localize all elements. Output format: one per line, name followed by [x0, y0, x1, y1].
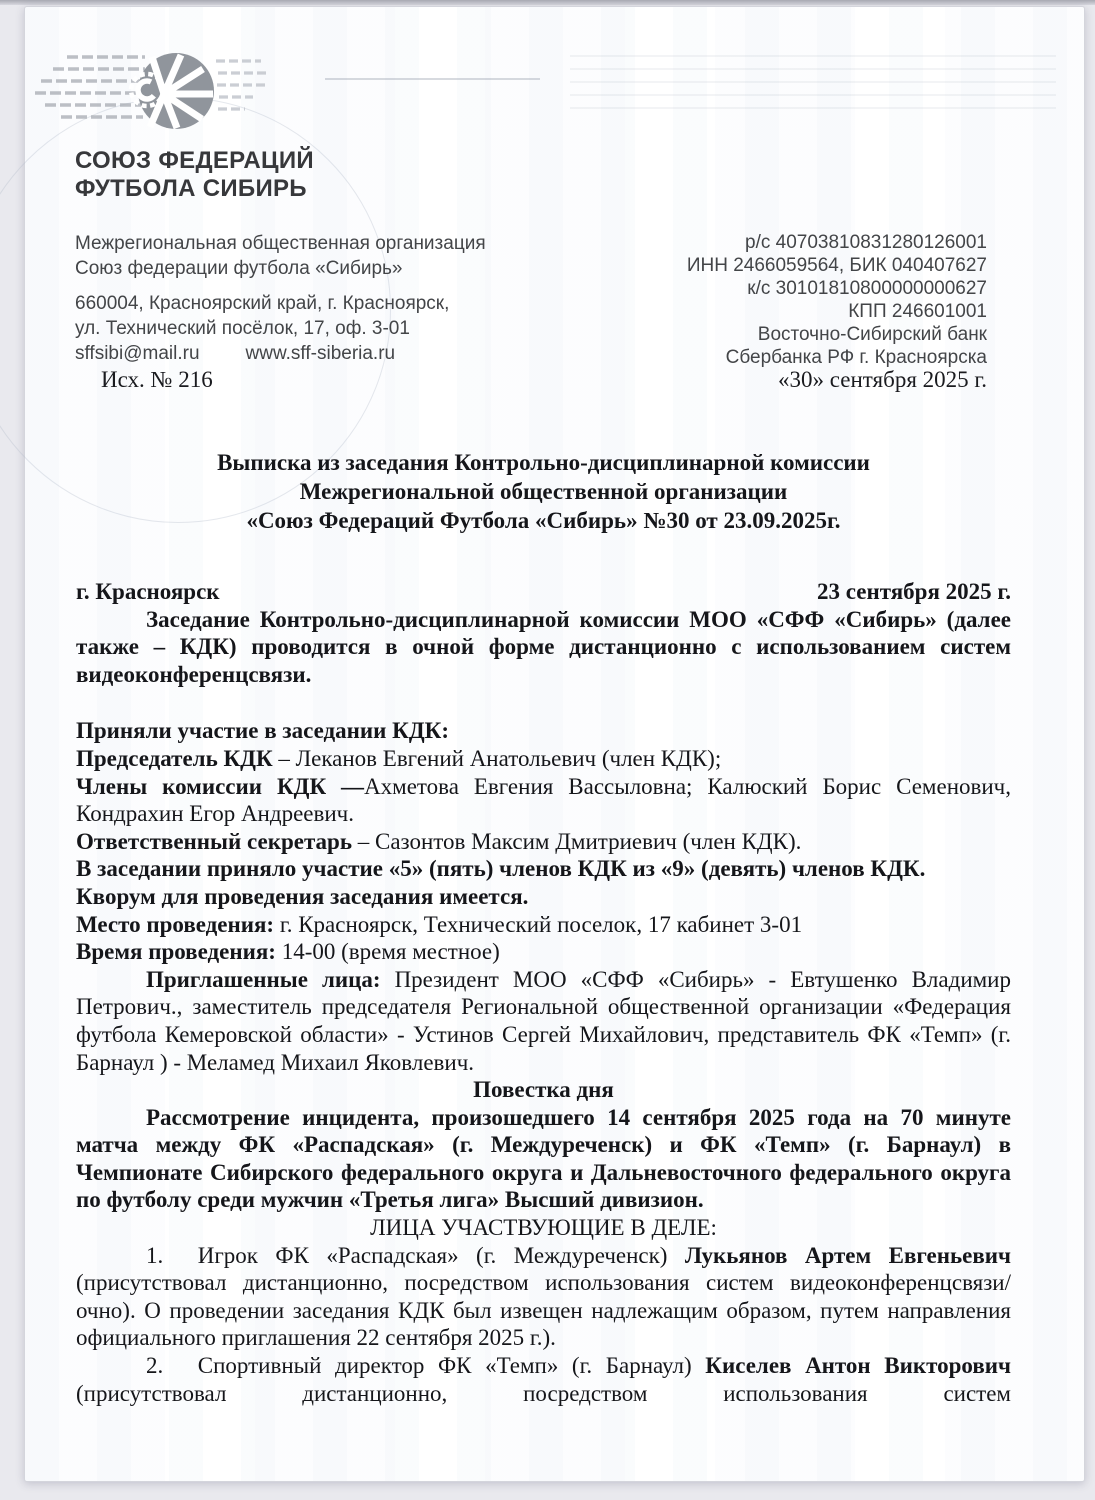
bank-details-block: [687, 231, 987, 369]
parties-heading: ЛИЦА УЧАСТВУЮЩИЕ В ДЕЛЕ:: [370, 1215, 717, 1241]
letterhead-rule-line: [325, 78, 540, 80]
org-logo-icon: [33, 47, 333, 157]
bank-account: р/с 40703810831280126001: [745, 232, 987, 253]
agenda-paragraph: Рассмотрение инцидента, произошедшего 14 сентября 2025 года на 70 минуте матча между ФК «Распадская» (г. Междуреченск) и ФК «Темп» (г. Барнаул) в Чемпионате Сибирского федерального округа и Дальневосточного федерального округа по футболу среди мужчин «Третья лига» Высший дивизион.: [76, 1104, 1011, 1213]
org-name: [75, 147, 314, 203]
participant-members-line2: Кондрахин Егор Андреевич.: [76, 801, 354, 827]
org-name-line1: СОЮЗ ФЕДЕРАЦИЙ: [75, 147, 314, 174]
participant-members-line1: Члены комиссии КДК —Ахметова Евгения Вассыловна; Калюский Борис Семенович,: [76, 773, 1011, 799]
quorum-statement: Кворум для проведения заседания имеется.: [76, 883, 529, 909]
address-line2: ул. Технический посёлок, 17, оф. 3-01: [75, 318, 410, 339]
outgoing-number: Исх. № 216: [101, 367, 213, 392]
photo-edge: [0, 0, 1095, 5]
venue-line: Место проведения: г. Красноярск, Технический поселок, 17 кабинет 3-01: [76, 911, 803, 937]
case-item-1: 1. Игрок ФК «Распадская» (г. Междуреченск) Лукьянов Артем Евгеньевич (присутствовал дистанционно, посредством использования систем видеоконференцсвязи/очно). О проведении заседания КДК был извещен надлежащим образом, путем направления официального приглашения 22 сентября 2025 г.).: [76, 1242, 1011, 1351]
case-item-2: 2. Спортивный директор ФК «Темп» (г. Барнаул) Киселев Антон Викторович (присутствовал дистанционно, посредством использования систем: [76, 1353, 1011, 1406]
document-page: [24, 6, 1085, 1482]
time-line: Время проведения: 14-00 (время местное): [76, 939, 500, 965]
address-line1: 660004, Красноярский край, г. Красноярск,: [75, 293, 450, 314]
participants-heading: Приняли участие в заседании КДК:: [76, 718, 450, 744]
participant-chairman: Председатель КДК – Леканов Евгений Анатольевич (член КДК);: [76, 745, 722, 771]
bank-kpp: КПП 246601001: [848, 301, 987, 322]
org-name-line2: ФУТБОЛА СИБИРЬ: [75, 175, 307, 202]
agenda-heading: Повестка дня: [473, 1077, 614, 1103]
meta-row: [101, 367, 987, 393]
letter-date: «30» сентября 2025 г.: [778, 367, 987, 392]
document-body: [76, 448, 1011, 1407]
letterhead-columns: [75, 231, 987, 369]
participant-secretary: Ответственный секретарь – Сазонтов Максим Дмитриевич (член КДК).: [76, 828, 802, 854]
org-address-block: [75, 231, 486, 369]
spacer: [75, 281, 486, 291]
participants-block: [76, 717, 1011, 965]
email-text: sffsibi@mail.ru: [75, 343, 200, 364]
scan-streaks: [570, 55, 1056, 119]
org-full-name-line2: Союз федерации футбола «Сибирь»: [75, 258, 403, 279]
doc-title-line2: Межрегиональной общественной организации: [299, 479, 788, 504]
doc-title-line1: Выписка из заседания Контрольно-дисциплинарной комиссии: [217, 450, 870, 475]
city-label: г. Красноярск: [76, 579, 220, 604]
bank-name-line2: Сбербанка РФ г. Красноярска: [725, 347, 987, 368]
website-text: www.sff-siberia.ru: [245, 343, 396, 364]
org-full-name-line1: Межрегиональная общественная организация: [75, 233, 486, 254]
meeting-date: 23 сентября 2025 г.: [817, 579, 1011, 604]
intro-paragraph: Заседание Контрольно-дисциплинарной комиссии МОО «СФФ «Сибирь» (далее также – КДК) проводится в очной форме дистанционно с использованием систем видеоконференцсвязи.: [76, 606, 1011, 687]
quorum-count: В заседании приняло участие «5» (пять) членов КДК из «9» (девять) членов КДК.: [76, 856, 926, 882]
city-date-row: [76, 578, 1011, 606]
bank-name-line1: Восточно-Сибирский банк: [757, 324, 987, 345]
contacts-line: [75, 341, 486, 366]
bank-corr-account: к/с 30101810800000000627: [747, 278, 987, 299]
bank-inn-bik: ИНН 2466059564, БИК 040407627: [686, 255, 987, 276]
invited-persons-paragraph: Приглашенные лица: Президент МОО «СФФ «Сибирь» - Евтушенко Владимир Петрович., заместитель председателя Региональной общественной организации «Федерация футбола Кемеровской области» - Устинов Сергей Михайлович, представитель ФК «Темп» (г. Барнаул ) - Меламед Михаил Яковлевич.: [76, 966, 1011, 1075]
doc-title-line3: «Союз Федераций Футбола «Сибирь» №30 от 23.09.2025г.: [246, 508, 841, 533]
